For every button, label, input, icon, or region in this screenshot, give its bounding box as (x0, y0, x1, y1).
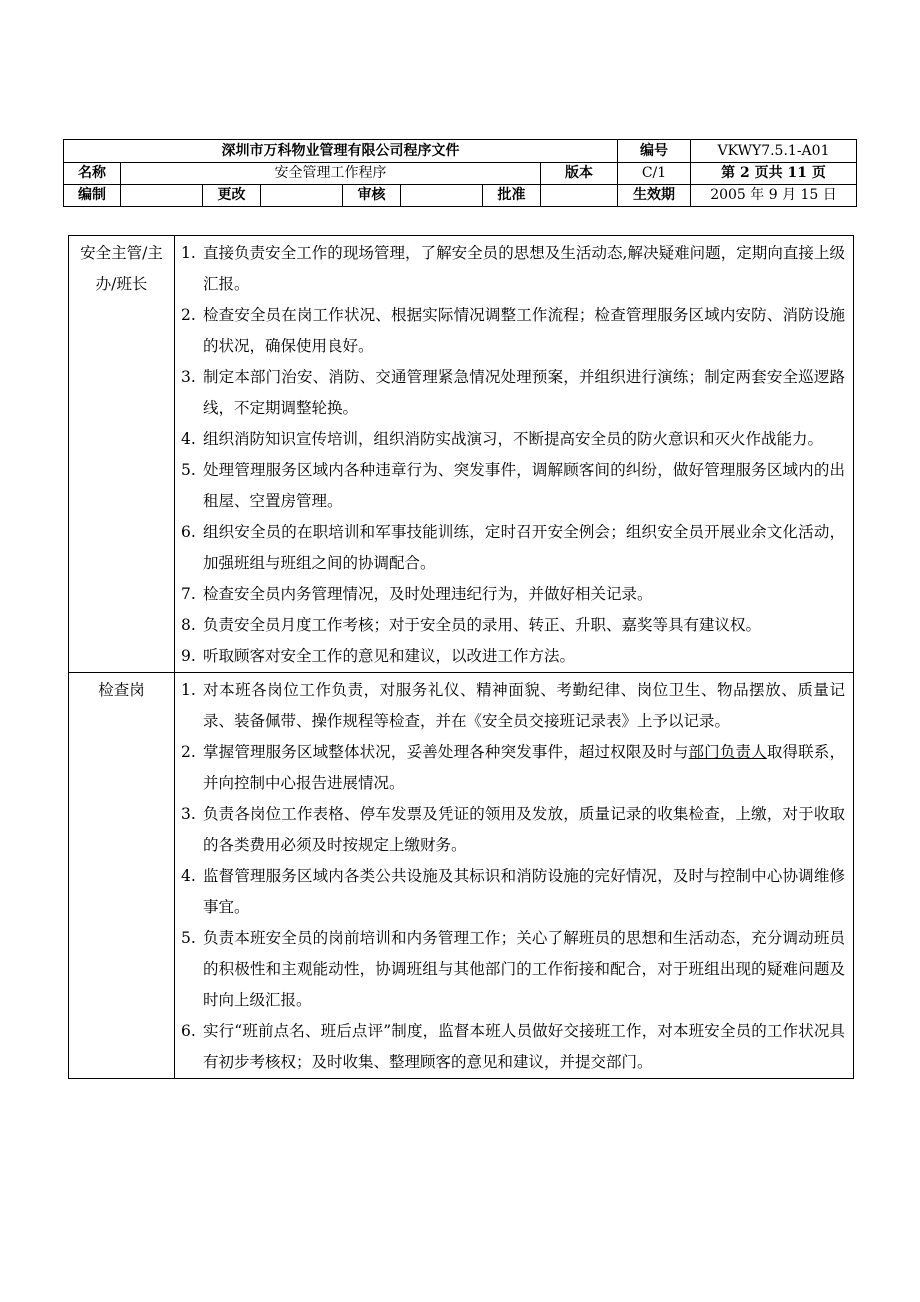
duty-text: 听取顾客对安全工作的意见和建议，以改进工作方法。 (203, 647, 576, 665)
duty-text: 检查安全员内务管理情况，及时处理违纪行为，并做好相关记录。 (203, 585, 653, 603)
duty-item: 5. 处理管理服务区域内各种违章行为、突发事件，调解顾客间的纠纷，做好管理服务区域内的出租屋、空置房管理。 (181, 455, 845, 517)
prepared-value (121, 185, 203, 207)
duty-item: 6. 实行“班前点名、班后点评”制度，监督本班人员做好交接班工作，对本班安全员的工作状况具有初步考核权；及时收集、整理顾客的意见和建议，并提交部门。 (181, 1016, 845, 1078)
role-label: 安全主管/主办/班长 (69, 236, 175, 673)
underlined-department-head: 部门负责人 (688, 743, 767, 761)
duty-text: 组织安全员的在职培训和军事技能训练，定时召开安全例会；组织安全员开展业余文化活动，加强班组与班组之间的协调配合。 (203, 523, 845, 572)
duty-text: 监督管理服务区域内各类公共设施及其标识和消防设施的完好情况，及时与控制中心协调维修事宜。 (203, 867, 845, 916)
version-label: 版本 (541, 163, 618, 185)
review-label: 审核 (343, 185, 401, 207)
duty-text: 负责安全员月度工作考核；对于安全员的录用、转正、升职、嘉奖等具有建议权。 (203, 616, 762, 634)
duty-item: 4. 监督管理服务区域内各类公共设施及其标识和消防设施的完好情况，及时与控制中心协调维修事宜。 (181, 861, 845, 923)
duty-text: 对本班各岗位工作负责，对服务礼仪、精神面貌、考勤纪律、岗位卫生、物品摆放、质量记录、装备佩带、操作规程等检查，并在《安全员交接班记录表》上予以记录。 (203, 681, 845, 730)
duty-item: 9. 听取顾客对安全工作的意见和建议，以改进工作方法。 (181, 641, 845, 672)
duty-item: 4. 组织消防知识宣传培训，组织消防实战演习，不断提高安全员的防火意识和灭火作战能力。 (181, 424, 845, 455)
duty-list (175, 236, 854, 673)
duty-item: 3. 负责各岗位工作表格、停车发票及凭证的领用及发放，质量记录的收集检查，上缴，对于收取的各类费用必须及时按规定上缴财务。 (181, 799, 845, 861)
prepared-label: 编制 (64, 185, 121, 207)
change-label: 更改 (203, 185, 261, 207)
approve-label: 批准 (483, 185, 541, 207)
duty-text: 处理管理服务区域内各种违章行为、突发事件，调解顾客间的纠纷，做好管理服务区域内的出租屋、空置房管理。 (203, 461, 845, 510)
duty-item: 2. 掌握管理服务区域整体状况，妥善处理各种突发事件，超过权限及时与部门负责人取得联系，并向控制中心报告进展情况。 (181, 737, 845, 799)
version-value: C/1 (618, 163, 691, 185)
role-label: 检查岗 (69, 673, 175, 1079)
duty-text: 负责各岗位工作表格、停车发票及凭证的领用及发放，质量记录的收集检查，上缴，对于收取的各类费用必须及时按规定上缴财务。 (203, 805, 845, 854)
duty-text: 组织消防知识宣传培训，组织消防实战演习，不断提高安全员的防火意识和灭火作战能力。 (203, 430, 824, 448)
duty-text: 直接负责安全工作的现场管理，了解安全员的思想及生活动态,解决疑难问题，定期向直接上级汇报。 (203, 244, 845, 293)
number-value: VKWY7.5.1-A01 (691, 140, 857, 163)
duty-text: 检查安全员在岗工作状况、根据实际情况调整工作流程；检查管理服务区域内安防、消防设施的状况，确保使用良好。 (203, 306, 845, 355)
effective-value: 2005 年 9 月 15 日 (691, 185, 857, 207)
name-value: 安全管理工作程序 (121, 163, 541, 185)
page-info: 第 2 页共 11 页 (691, 163, 857, 185)
duties-table (68, 235, 854, 1079)
duty-text: 掌握管理服务区域整体状况，妥善处理各种突发事件，超过权限及时与部门负责人取得联系，并向控制中心报告进展情况。 (203, 743, 845, 792)
duty-item: 1. 对本班各岗位工作负责，对服务礼仪、精神面貌、考勤纪律、岗位卫生、物品摆放、质量记录、装备佩带、操作规程等检查，并在《安全员交接班记录表》上予以记录。 (181, 675, 845, 737)
name-label: 名称 (64, 163, 121, 185)
duty-section-inspection (69, 673, 854, 1079)
review-value (401, 185, 483, 207)
duty-list (175, 673, 854, 1079)
duty-text: 负责本班安全员的岗前培训和内务管理工作；关心了解班员的思想和生活动态，充分调动班员的积极性和主观能动性，协调班组与其他部门的工作衔接和配合，对于班组出现的疑难问题及时向上级汇报。 (203, 929, 845, 1009)
duty-item: 2. 检查安全员在岗工作状况、根据实际情况调整工作流程；检查管理服务区域内安防、消防设施的状况，确保使用良好。 (181, 300, 845, 362)
document-header-table (63, 139, 857, 207)
number-label: 编号 (618, 140, 691, 163)
duty-text: 制定本部门治安、消防、交通管理紧急情况处理预案，并组织进行演练；制定两套安全巡逻路线，不定期调整轮换。 (203, 368, 845, 417)
duty-text: 实行“班前点名、班后点评”制度，监督本班人员做好交接班工作，对本班安全员的工作状况具有初步考核权；及时收集、整理顾客的意见和建议，并提交部门。 (203, 1022, 845, 1071)
approve-value (541, 185, 618, 207)
duty-section-supervisor (69, 236, 854, 673)
duty-item: 5. 负责本班安全员的岗前培训和内务管理工作；关心了解班员的思想和生活动态，充分调动班员的积极性和主观能动性，协调班组与其他部门的工作衔接和配合，对于班组出现的疑难问题及时向上级汇报。 (181, 923, 845, 1016)
duty-item: 1. 直接负责安全工作的现场管理，了解安全员的思想及生活动态,解决疑难问题，定期向直接上级汇报。 (181, 238, 845, 300)
duty-item: 7. 检查安全员内务管理情况，及时处理违纪行为，并做好相关记录。 (181, 579, 845, 610)
duty-item: 8. 负责安全员月度工作考核；对于安全员的录用、转正、升职、嘉奖等具有建议权。 (181, 610, 845, 641)
duty-item: 6. 组织安全员的在职培训和军事技能训练，定时召开安全例会；组织安全员开展业余文化活动，加强班组与班组之间的协调配合。 (181, 517, 845, 579)
duty-item: 3. 制定本部门治安、消防、交通管理紧急情况处理预案，并组织进行演练；制定两套安全巡逻路线，不定期调整轮换。 (181, 362, 845, 424)
company-doc-title: 深圳市万科物业管理有限公司程序文件 (64, 140, 618, 163)
change-value (261, 185, 343, 207)
effective-label: 生效期 (618, 185, 691, 207)
